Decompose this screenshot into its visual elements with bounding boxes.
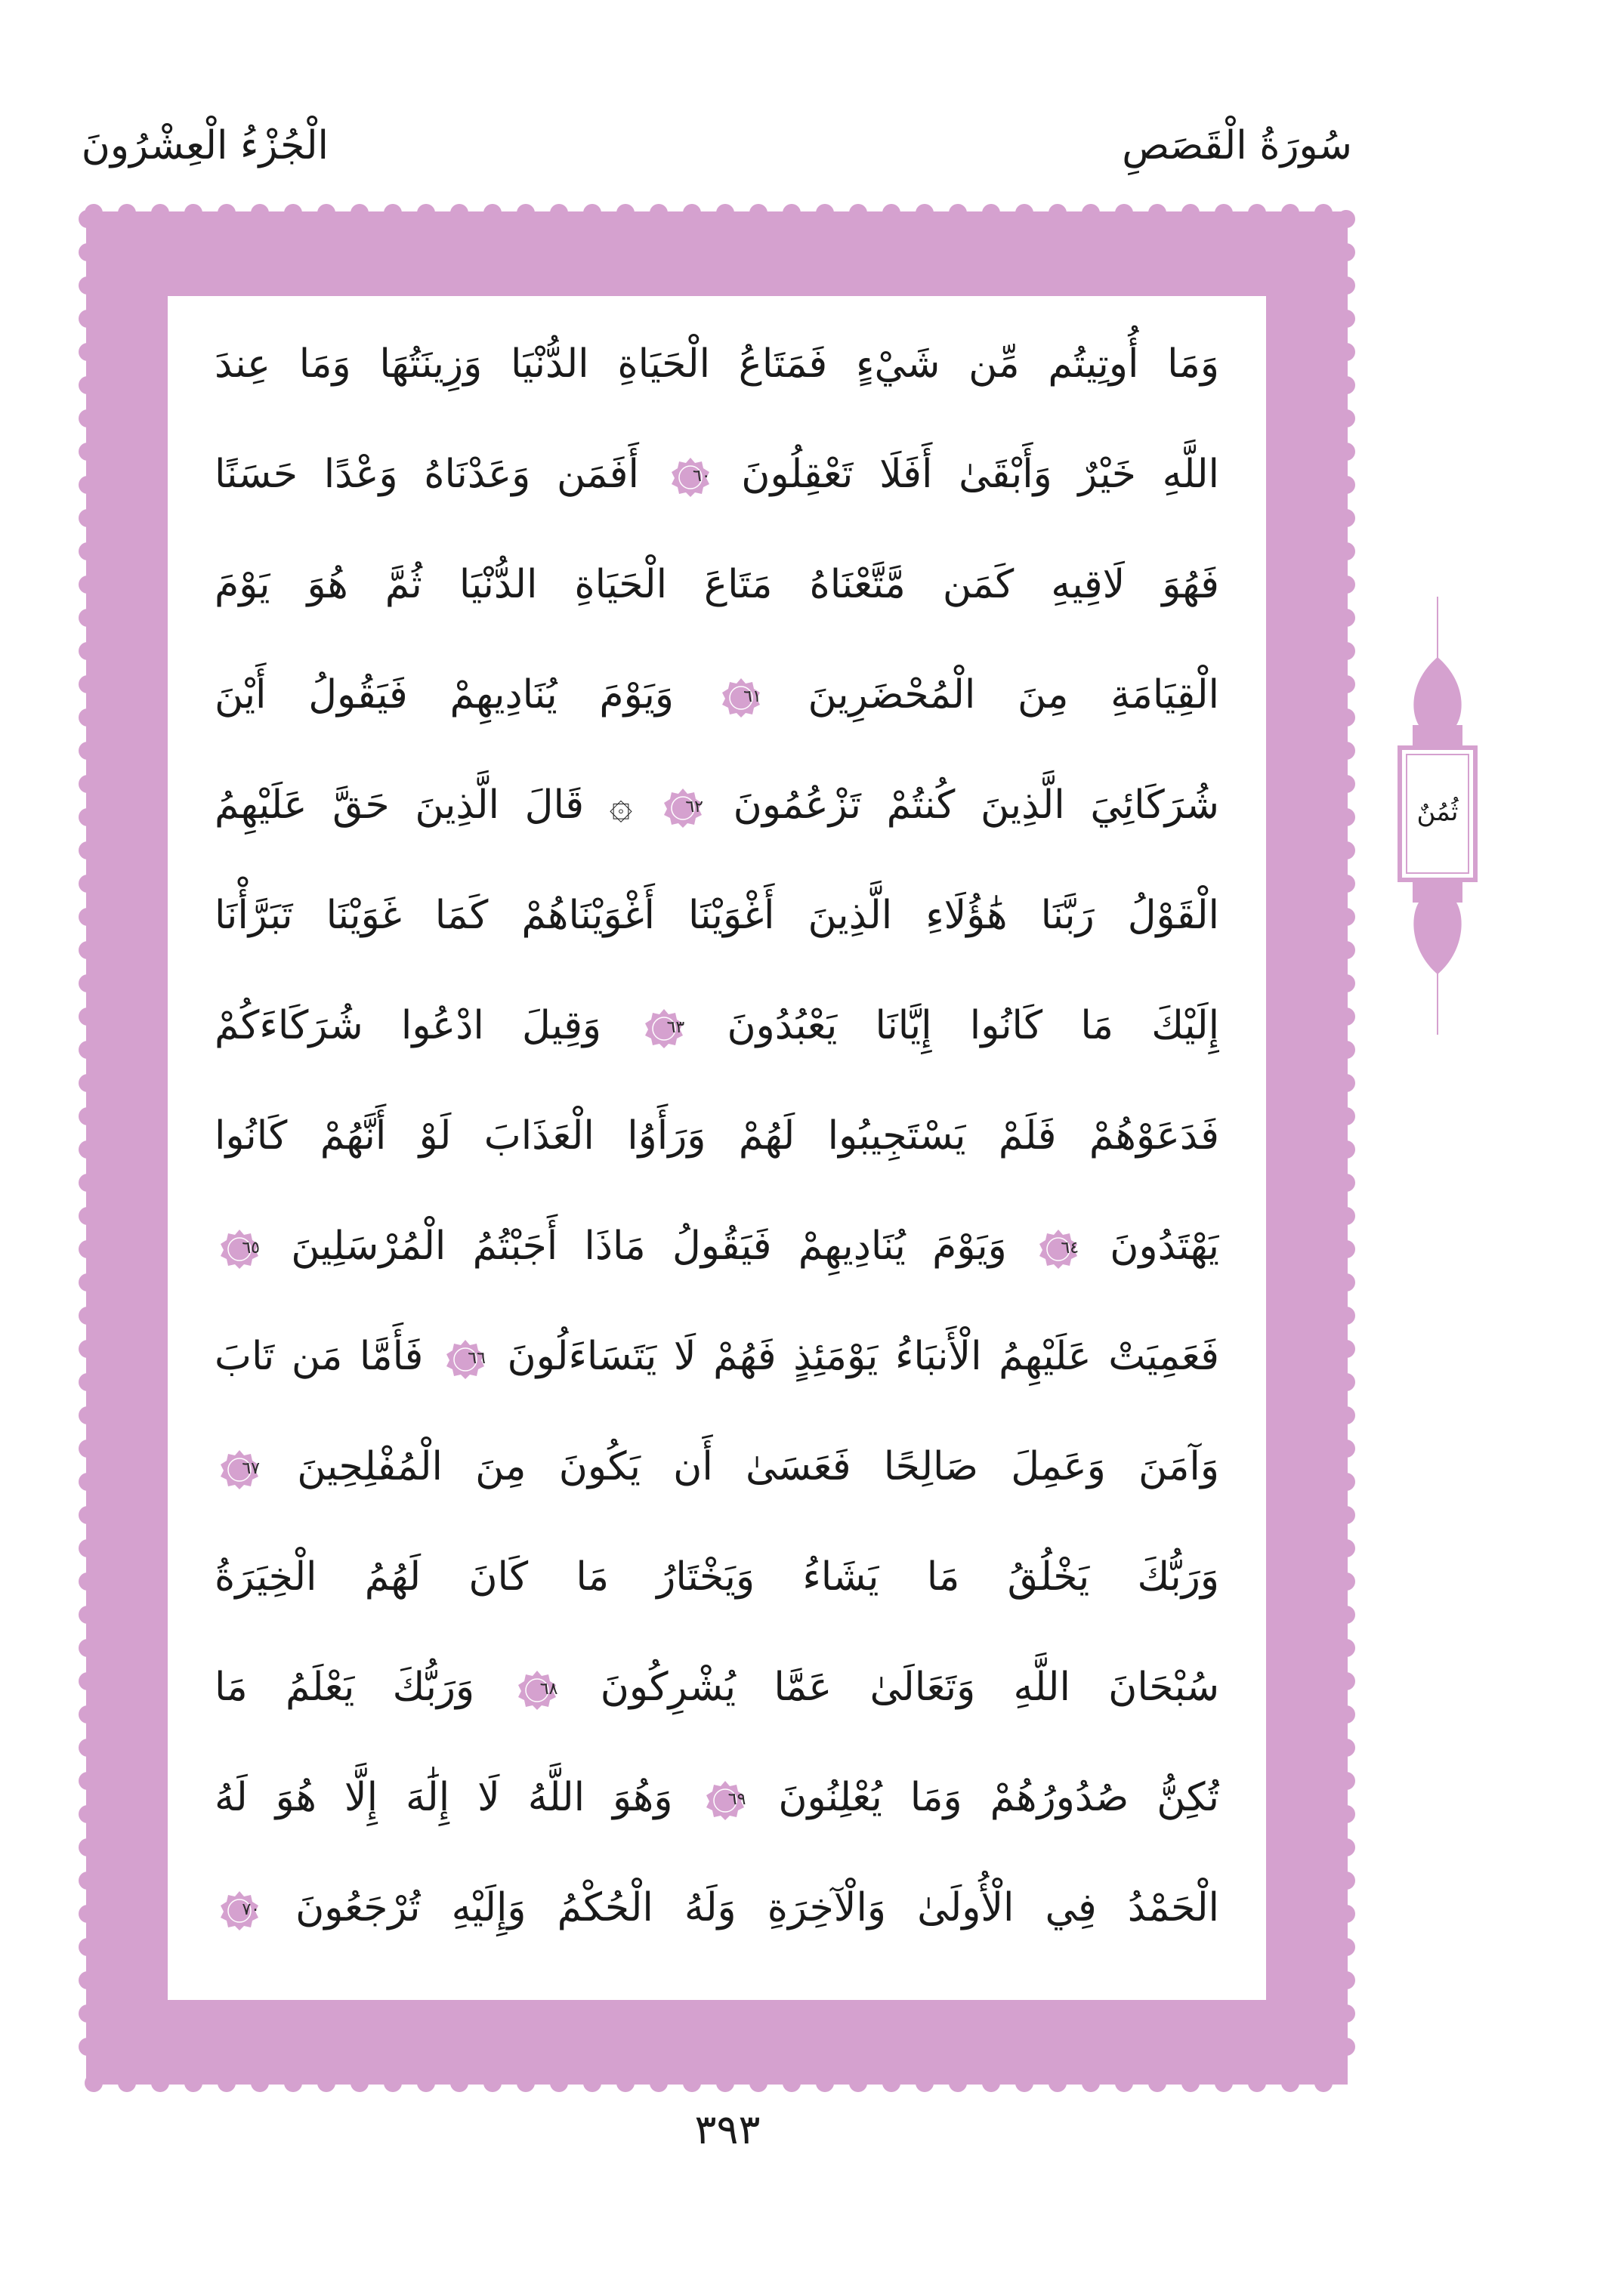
ayah-number-marker <box>219 1449 260 1489</box>
ayah-number-marker <box>644 1008 684 1048</box>
ayah-number-marker <box>670 456 711 497</box>
ayah-number-marker <box>219 1228 260 1269</box>
verse-text: فَأَمَّا مَن تَابَ <box>215 1334 424 1379</box>
verse-line <box>215 1308 1219 1405</box>
text-panel <box>168 296 1266 2000</box>
verse-line <box>215 757 1219 853</box>
ayah-number: ٦٧ <box>242 1459 260 1478</box>
verse-line <box>215 1418 1219 1515</box>
verse-line <box>215 1749 1219 1846</box>
ayah-number: ٦٤ <box>1061 1239 1079 1258</box>
verse-line <box>215 977 1219 1074</box>
verse-text: شُرَكَائِيَ الَّذِينَ كُنتُمْ تَزْعُمُونَ <box>733 782 1219 828</box>
verse-line <box>215 647 1219 743</box>
verse-text: وَآمَنَ وَعَمِلَ صَالِحًا فَعَسَىٰ أَن يَكُونَ مِنَ الْمُفْلِحِينَ <box>297 1444 1219 1489</box>
page-number: ٣٩٣ <box>694 2106 761 2153</box>
verse-line <box>215 426 1219 523</box>
verse-text: وَقِيلَ ادْعُوا شُرَكَاءَكُمْ <box>215 1003 602 1048</box>
verse-line <box>215 1639 1219 1736</box>
verse-line <box>215 1088 1219 1184</box>
verse-line <box>215 316 1219 412</box>
verse-text: أَفَمَن وَعَدْنَاهُ وَعْدًا حَسَنًا <box>215 452 639 497</box>
surah-name: سُورَةُ الْقَصَصِ <box>1122 123 1352 168</box>
verse-text: وَرَبُّكَ يَعْلَمُ مَا <box>215 1665 475 1710</box>
verse-text: سُبْحَانَ اللَّهِ وَتَعَالَىٰ عَمَّا يُشْرِكُونَ <box>600 1665 1219 1710</box>
ayah-number-marker <box>705 1779 746 1820</box>
verse-text: وَيَوْمَ يُنَادِيهِمْ فَيَقُولُ مَاذَا أَجَبْتُمُ الْمُرْسَلِينَ <box>291 1224 1007 1269</box>
verse-line <box>215 1198 1219 1295</box>
ayah-number: ٦٠ <box>692 467 711 486</box>
verse-text: إِلَيْكَ مَا كَانُوا إِيَّانَا يَعْبُدُونَ <box>727 1003 1219 1048</box>
verse-line <box>215 1859 1219 1956</box>
juz-name: الْجُزْءُ الْعِشْرُونَ <box>81 123 329 168</box>
verse-text: وَمَا أُوتِيتُم مِّن شَيْءٍ فَمَتَاعُ الْحَيَاةِ الدُّنْيَا وَزِينَتُهَا وَمَا عِندَ <box>215 341 1219 387</box>
ayah-number: ٦٢ <box>685 798 703 816</box>
verse-text: الْحَمْدُ فِي الْأُولَىٰ وَالْآخِرَةِ وَلَهُ الْحُكْمُ وَإِلَيْهِ تُرْجَعُونَ <box>295 1885 1219 1930</box>
verse-text: وَيَوْمَ يُنَادِيهِمْ فَيَقُولُ أَيْنَ <box>215 672 675 718</box>
verse-text: يَهْتَدُونَ <box>1110 1224 1219 1269</box>
verse-text: فَدَعَوْهُمْ فَلَمْ يَسْتَجِيبُوا لَهُمْ وَرَأَوُا الْعَذَابَ لَوْ أَنَّهُمْ كَانُوا <box>215 1113 1219 1159</box>
ayah-number-marker <box>721 677 761 718</box>
ayah-number: ٦٥ <box>242 1239 260 1258</box>
ayah-number: ٦١ <box>743 687 761 706</box>
ayah-number: ٦٦ <box>468 1349 486 1368</box>
verse-line <box>215 1529 1219 1625</box>
verse-line <box>215 536 1219 633</box>
verse-text: فَهُوَ لَاقِيهِ كَمَن مَّتَّعْنَاهُ مَتَاعَ الْحَيَاةِ الدُّنْيَا ثُمَّ هُوَ يَوْمَ <box>215 562 1219 607</box>
ayah-number: ٦٣ <box>666 1018 685 1037</box>
verse-line <box>215 867 1219 964</box>
verse-text: الْقِيَامَةِ مِنَ الْمُحْضَرِينَ <box>808 672 1219 718</box>
thumun-marker-label: ثُمُنٌ <box>1416 797 1459 827</box>
verse-text: فَعَمِيَتْ عَلَيْهِمُ الْأَنبَاءُ يَوْمَئِذٍ فَهُمْ لَا يَتَسَاءَلُونَ <box>507 1334 1219 1379</box>
verse-text: وَهُوَ اللَّهُ لَا إِلَٰهَ إِلَّا هُوَ لَهُ <box>215 1775 673 1820</box>
verse-text: الْقَوْلُ رَبَّنَا هَٰؤُلَاءِ الَّذِينَ أَغْوَيْنَا أَغْوَيْنَاهُمْ كَمَا غَوَيْنَا تَبَرَّأْنَا <box>215 893 1219 938</box>
verse-text: ۞ قَالَ الَّذِينَ حَقَّ عَلَيْهِمُ <box>215 782 633 828</box>
ayah-number-marker <box>1038 1228 1079 1269</box>
ayah-number: ٧٠ <box>242 1900 260 1919</box>
ayah-number-marker <box>445 1338 486 1379</box>
ayah-number-marker <box>219 1890 260 1930</box>
verse-text: وَرَبُّكَ يَخْلُقُ مَا يَشَاءُ وَيَخْتَارُ مَا كَانَ لَهُمُ الْخِيَرَةُ <box>215 1554 1219 1600</box>
ayah-number: ٦٨ <box>539 1680 558 1699</box>
verse-text: اللَّهِ خَيْرٌ وَأَبْقَىٰ أَفَلَا تَعْقِلُونَ <box>741 452 1219 497</box>
ayah-number-marker <box>662 787 703 828</box>
ayah-number-marker <box>517 1669 557 1710</box>
ayah-number: ٦٩ <box>727 1790 746 1809</box>
verse-text: تُكِنُّ صُدُورُهُمْ وَمَا يُعْلِنُونَ <box>778 1775 1219 1820</box>
